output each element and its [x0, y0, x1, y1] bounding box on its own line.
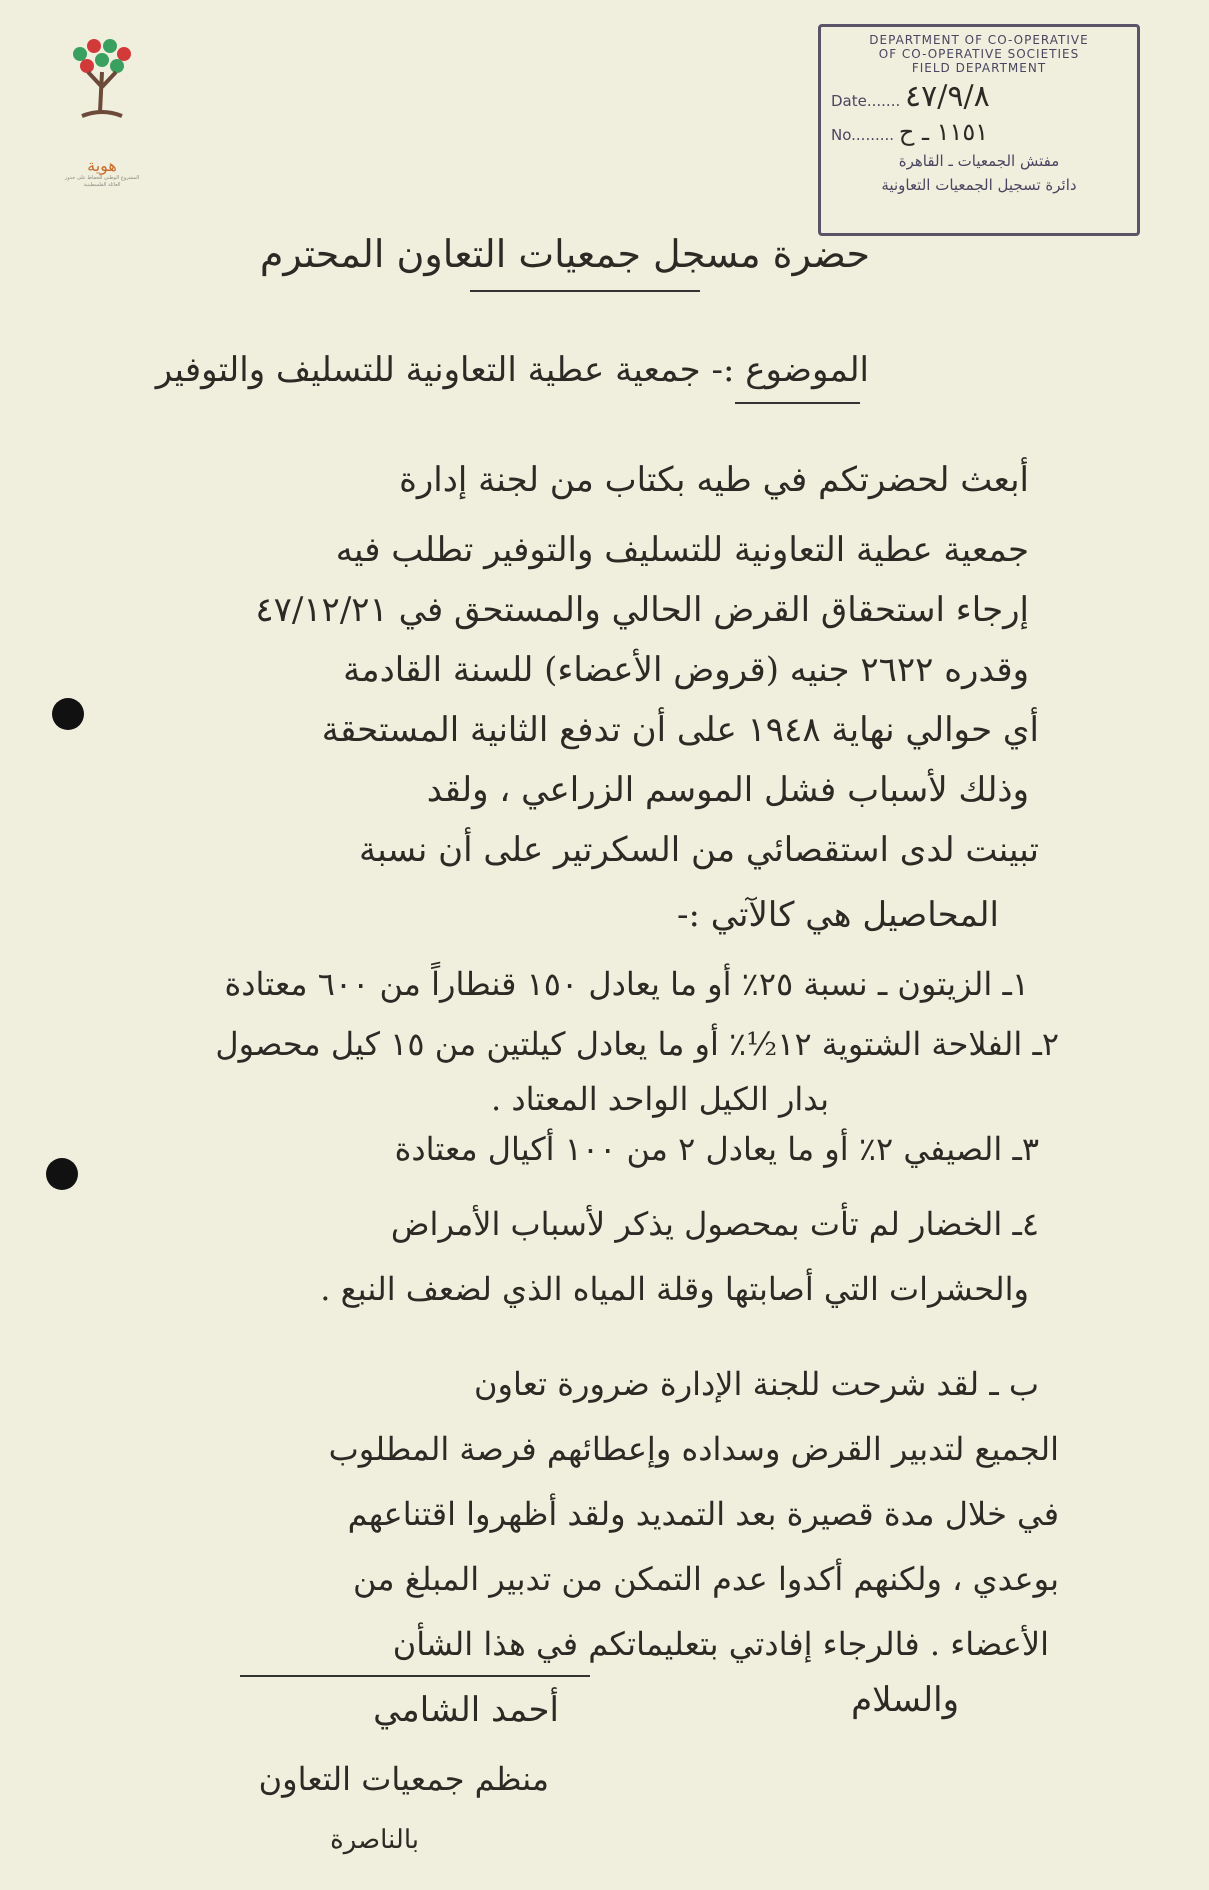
logo-tagline: المشروع الوطني للحفاظ على جذور العائلة الفلسطينية — [64, 175, 140, 188]
item-vegetables: ٤ـ الخضار لم تأت بمحصول يذكر لأسباب الأمراض — [390, 1205, 1039, 1243]
item-summer: ٣ـ الصيفي ٢٪ أو ما يعادل ٢ من ١٠٠ أكيال معتادة — [394, 1130, 1039, 1168]
body-line-1: أبعث لحضرتكم في طيه بكتاب من لجنة إدارة — [399, 460, 1029, 500]
para-b-line-5: الأعضاء . فالرجاء إفادتي بتعليماتكم في هذا الشأن — [392, 1625, 1049, 1663]
stamp-no-value: ١١٥١ ـ ح — [898, 118, 989, 146]
tree-logo-icon — [62, 32, 142, 152]
closing-divider — [240, 1675, 590, 1677]
subject-line: الموضوع :- جمعية عطية التعاونية للتسليف والتوفير — [155, 350, 869, 390]
body-line-3: إرجاء استحقاق القرض الحالي والمستحق في ٤٧/١٢/٢١ — [255, 590, 1029, 630]
closing: والسلام — [851, 1680, 959, 1720]
addressee-underline — [470, 290, 700, 292]
stamp-org-line1: مفتش الجمعيات ـ القاهرة — [898, 152, 1060, 170]
body-line-4: وقدره ٢٦٢٢ جنيه (قروض الأعضاء) للسنة القادمة — [343, 650, 1029, 690]
item-vegetables-cont: والحشرات التي أصابتها وقلة المياه الذي لضعف النبع . — [320, 1270, 1029, 1308]
stamp-date-value: ٤٧/٩/٨ — [905, 79, 990, 114]
stamp-date-label: Date — [831, 92, 867, 110]
signature-title: منظم جمعيات التعاون — [258, 1760, 549, 1798]
body-line-6: وذلك لأسباب فشل الموسم الزراعي ، ولقد — [426, 770, 1029, 810]
subject-underline — [735, 402, 860, 404]
logo — [62, 32, 142, 188]
signature-name: أحمد الشامي — [373, 1690, 559, 1730]
body-line-8: المحاصيل هي كالآتي :- — [676, 895, 999, 935]
para-b-line-2: الجميع لتدبير القرض وسداده وإعطائهم فرصة المطلوب — [328, 1430, 1059, 1468]
body-line-2: جمعية عطية التعاونية للتسليف والتوفير تطلب فيه — [335, 530, 1029, 570]
item-winter-crops: ٢ـ الفلاحة الشتوية ١٢½٪ أو ما يعادل كيلتين من ١٥ كيل محصول — [215, 1025, 1059, 1063]
body-line-5: أي حوالي نهاية ١٩٤٨ على أن تدفع الثانية المستحقة — [321, 710, 1039, 750]
stamp-no-label: No — [831, 126, 852, 144]
item-winter-crops-cont: بدار الكيل الواحد المعتاد . — [491, 1080, 829, 1118]
registration-stamp — [818, 24, 1140, 236]
stamp-org-line2: دائرة تسجيل الجمعيات التعاونية — [881, 176, 1077, 194]
para-b-line-3: في خلال مدة قصيرة بعد التمديد ولقد أظهروا اقتناعهم — [347, 1495, 1059, 1533]
stamp-header: DEPARTMENT OF CO-OPERATIVE OF CO-OPERATIVE SOCIETIES FIELD DEPARTMENT — [869, 33, 1089, 75]
para-b-line-1: ب ـ لقد شرحت للجنة الإدارة ضرورة تعاون — [474, 1365, 1039, 1403]
logo-label: هوية — [87, 156, 117, 175]
addressee: حضرة مسجل جمعيات التعاون المحترم — [259, 232, 870, 276]
stamp-date-row: Date....... ٤٧/٩/٨ — [831, 79, 990, 114]
stamp-no-row: No......... ١١٥١ ـ ح — [831, 118, 989, 146]
body-line-7: تبينت لدى استقصائي من السكرتير على أن نسبة — [359, 830, 1039, 870]
item-olives: ١ـ الزيتون ـ نسبة ٢٥٪ أو ما يعادل ١٥٠ قنطاراً من ٦٠٠ معتادة — [224, 965, 1029, 1003]
signature-place: بالناصرة — [330, 1825, 419, 1855]
para-b-line-4: بوعدي ، ولكنهم أكدوا عدم التمكن من تدبير المبلغ من — [353, 1560, 1059, 1598]
punch-hole-top — [52, 698, 84, 730]
punch-hole-bottom — [46, 1158, 78, 1190]
